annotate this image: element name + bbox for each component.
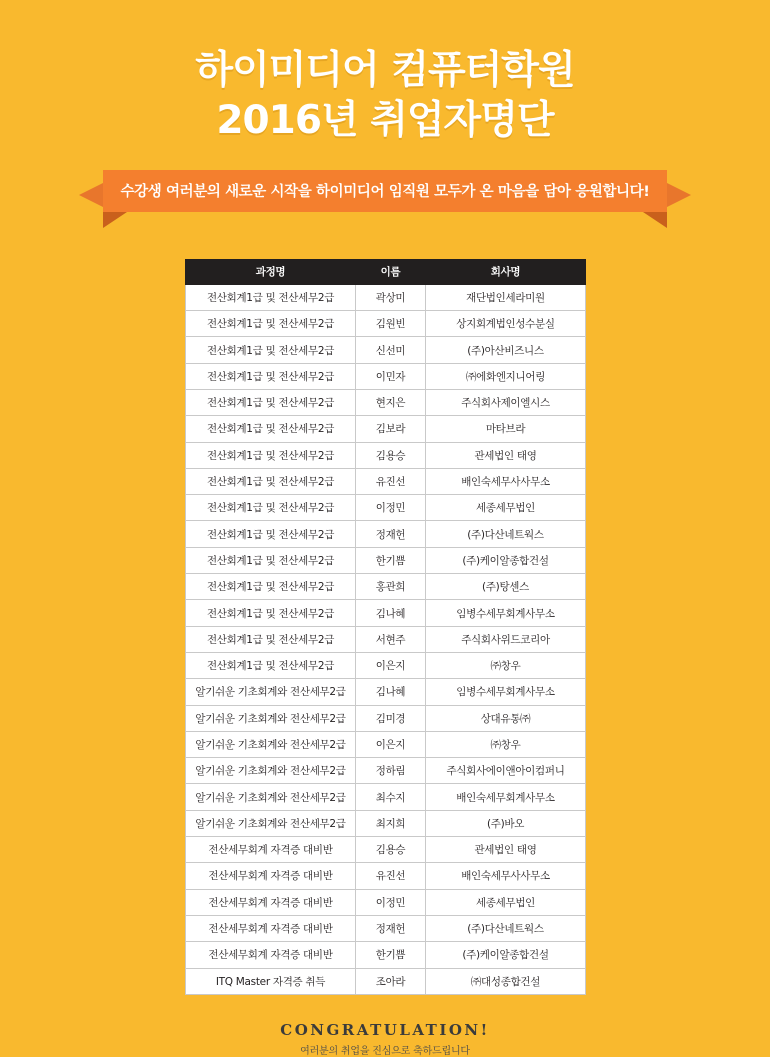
employment-table-wrapper: [185, 259, 585, 995]
title-line-1: 하이미디어 컴퓨터학원: [195, 48, 575, 93]
cell-company: 세종세무법인: [426, 889, 586, 915]
cell-course: 알기쉬운 기초회계와 전산세무2급: [186, 679, 356, 705]
cell-company: 배인숙세무회계사무소: [426, 784, 586, 810]
cell-course: 전산세무회계 자격증 대비반: [186, 942, 356, 968]
table-row: [186, 363, 586, 389]
cell-course: 알기쉬운 기초회계와 전산세무2급: [186, 810, 356, 836]
cell-name: 곽상미: [356, 284, 426, 310]
table-row: [186, 652, 586, 678]
cell-name: 최수지: [356, 784, 426, 810]
table-row: [186, 626, 586, 652]
table-row: [186, 337, 586, 363]
cell-company: 상대유통㈜: [426, 705, 586, 731]
cell-course: 전산세무회계 자격증 대비반: [186, 837, 356, 863]
table-row: [186, 468, 586, 494]
cell-course: 전산회계1급 및 전산세무2급: [186, 390, 356, 416]
cell-company: 배인숙세무사사무소: [426, 863, 586, 889]
cell-course: 전산회계1급 및 전산세무2급: [186, 284, 356, 310]
cell-course: 전산회계1급 및 전산세무2급: [186, 495, 356, 521]
cell-company: 임병수세무회계사무소: [426, 600, 586, 626]
cell-name: 김미경: [356, 705, 426, 731]
table-header-row: [186, 259, 586, 284]
table-row: [186, 284, 586, 310]
table-row: [186, 731, 586, 757]
cell-company: ㈜에화엔지니어링: [426, 363, 586, 389]
cell-company: 주식회사위드코리아: [426, 626, 586, 652]
ribbon-text: 수강생 여러분의 새로운 시작을 하이미디어 임직원 모두가 온 마음을 담아 응원합니다!: [120, 184, 650, 201]
cell-name: 유진선: [356, 468, 426, 494]
cell-course: 전산회계1급 및 전산세무2급: [186, 363, 356, 389]
cell-course: 전산회계1급 및 전산세무2급: [186, 574, 356, 600]
cell-name: 이정민: [356, 495, 426, 521]
cell-company: (주)다산네트웍스: [426, 521, 586, 547]
cell-course: 알기쉬운 기초회계와 전산세무2급: [186, 784, 356, 810]
cell-course: 전산회계1급 및 전산세무2급: [186, 521, 356, 547]
cell-course: 전산회계1급 및 전산세무2급: [186, 600, 356, 626]
cell-name: 김용승: [356, 442, 426, 468]
cell-company: 임병수세무회계사무소: [426, 679, 586, 705]
ribbon-bar: [103, 170, 667, 212]
cell-name: 최지희: [356, 810, 426, 836]
table-row: [186, 442, 586, 468]
cell-name: 현지은: [356, 390, 426, 416]
cell-name: 정재헌: [356, 915, 426, 941]
column-header-name: 이름: [356, 259, 426, 284]
cell-name: 정하림: [356, 758, 426, 784]
table-row: [186, 495, 586, 521]
cell-name: 조아라: [356, 968, 426, 994]
cell-name: 한기쁨: [356, 547, 426, 573]
cell-course: ITQ Master 자격증 취득: [186, 968, 356, 994]
table-row: [186, 863, 586, 889]
cell-course: 전산회계1급 및 전산세무2급: [186, 547, 356, 573]
cell-course: 전산회계1급 및 전산세무2급: [186, 416, 356, 442]
table-row: [186, 705, 586, 731]
cell-company: 재단법인세라미원: [426, 284, 586, 310]
employment-table: [185, 259, 586, 995]
cell-course: 전산회계1급 및 전산세무2급: [186, 311, 356, 337]
table-row: [186, 758, 586, 784]
column-header-course: 과정명: [186, 259, 356, 284]
cell-course: 전산회계1급 및 전산세무2급: [186, 468, 356, 494]
cell-company: 세종세무법인: [426, 495, 586, 521]
table-row: [186, 679, 586, 705]
ribbon-banner: [79, 170, 691, 222]
cell-course: 알기쉬운 기초회계와 전산세무2급: [186, 758, 356, 784]
cell-name: 김나혜: [356, 600, 426, 626]
footer: [0, 1021, 770, 1057]
table-row: [186, 810, 586, 836]
cell-company: 주식회사에이앤아이컴퍼니: [426, 758, 586, 784]
cell-company: 관세법인 태영: [426, 837, 586, 863]
ribbon-fold-left: [103, 212, 127, 228]
cell-course: 알기쉬운 기초회계와 전산세무2급: [186, 731, 356, 757]
cell-company: ㈜창우: [426, 652, 586, 678]
table-row: [186, 784, 586, 810]
cell-name: 유진선: [356, 863, 426, 889]
title-line-2: 2016년 취업자명단: [216, 97, 554, 143]
cell-company: (주)탕센스: [426, 574, 586, 600]
cell-course: 전산회계1급 및 전산세무2급: [186, 442, 356, 468]
table-row: [186, 837, 586, 863]
cell-company: ㈜대성종합건설: [426, 968, 586, 994]
table-row: [186, 311, 586, 337]
table-row: [186, 416, 586, 442]
cell-name: 김용승: [356, 837, 426, 863]
table-row: [186, 889, 586, 915]
cell-course: 전산세무회계 자격증 대비반: [186, 915, 356, 941]
cell-course: 전산회계1급 및 전산세무2급: [186, 337, 356, 363]
cell-course: 전산회계1급 및 전산세무2급: [186, 626, 356, 652]
table-row: [186, 968, 586, 994]
cell-name: 이정민: [356, 889, 426, 915]
ribbon-fold-right: [643, 212, 667, 228]
cell-course: 전산세무회계 자격증 대비반: [186, 889, 356, 915]
table-row: [186, 521, 586, 547]
cell-name: 정재헌: [356, 521, 426, 547]
cell-name: 김나혜: [356, 679, 426, 705]
cell-name: 김원빈: [356, 311, 426, 337]
cell-company: (주)다산네트웍스: [426, 915, 586, 941]
cell-name: 홍관희: [356, 574, 426, 600]
table-row: [186, 942, 586, 968]
cell-name: 한기쁨: [356, 942, 426, 968]
cell-course: 알기쉬운 기초회계와 전산세무2급: [186, 705, 356, 731]
cell-name: 이은지: [356, 731, 426, 757]
cell-name: 이은지: [356, 652, 426, 678]
column-header-company: 회사명: [426, 259, 586, 284]
cell-name: 서현주: [356, 626, 426, 652]
cell-course: 전산세무회계 자격증 대비반: [186, 863, 356, 889]
cell-company: 주식회사제이엘시스: [426, 390, 586, 416]
cell-course: 전산회계1급 및 전산세무2급: [186, 652, 356, 678]
page-title: [0, 0, 770, 146]
table-row: [186, 547, 586, 573]
table-header: [186, 259, 586, 284]
table-row: [186, 574, 586, 600]
cell-company: (주)아산비즈니스: [426, 337, 586, 363]
congratulation-text: CONGRATULATION!: [280, 1020, 490, 1039]
cell-company: 관세법인 태영: [426, 442, 586, 468]
cell-name: 이민자: [356, 363, 426, 389]
cell-company: 배인숙세무사사무소: [426, 468, 586, 494]
congratulation-subtext: 여러분의 취업을 진심으로 축하드립니다: [300, 1045, 470, 1057]
cell-name: 김보라: [356, 416, 426, 442]
table-row: [186, 915, 586, 941]
cell-company: (주)케이알종합건설: [426, 547, 586, 573]
table-row: [186, 390, 586, 416]
cell-company: (주)케이알종합건설: [426, 942, 586, 968]
cell-company: 마타브라: [426, 416, 586, 442]
cell-company: 상지회계법인성수분실: [426, 311, 586, 337]
table-row: [186, 600, 586, 626]
cell-company: (주)바오: [426, 810, 586, 836]
cell-company: ㈜창우: [426, 731, 586, 757]
cell-name: 신선미: [356, 337, 426, 363]
table-body: [186, 284, 586, 994]
